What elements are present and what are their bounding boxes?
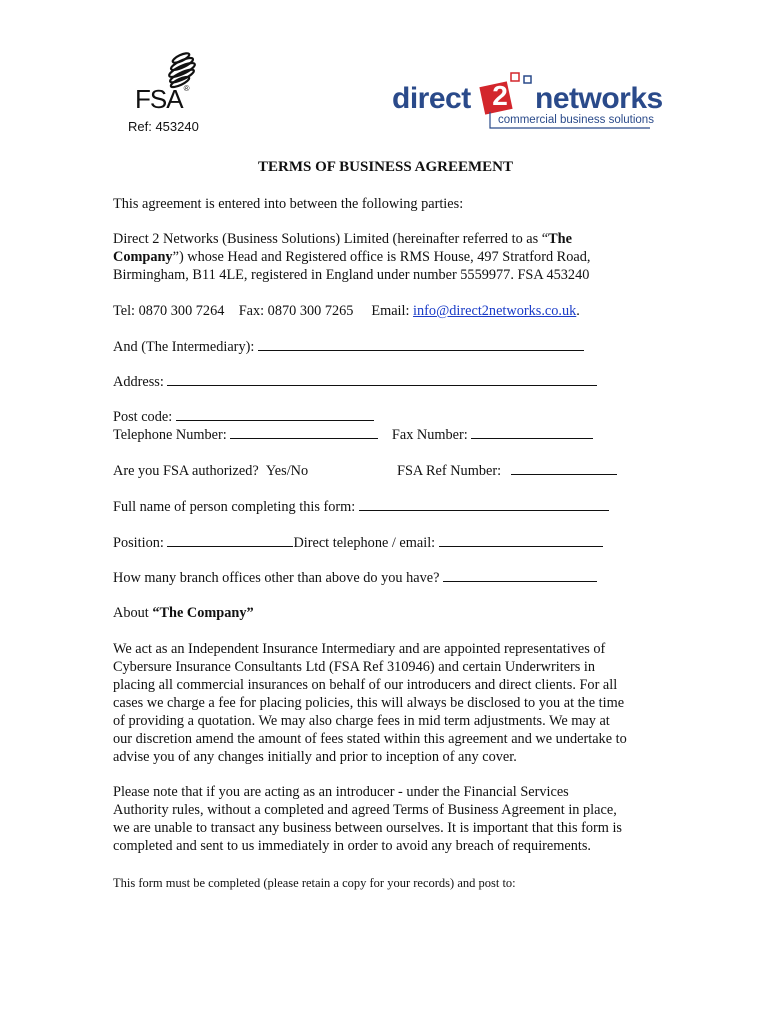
brand-word-right: networks xyxy=(535,82,663,115)
address-field[interactable] xyxy=(167,373,597,386)
telephone-text: Tel: 0870 300 7264 xyxy=(113,303,225,319)
postcode-row: Post code: xyxy=(113,408,658,426)
contact-line: Tel: 0870 300 7264 Fax: 0870 300 7265 Email: info@direct2networks.co.uk. xyxy=(113,303,580,319)
address-row: Address: xyxy=(113,373,658,391)
fsa-authorized-options[interactable]: Yes/No xyxy=(265,463,309,479)
intermediary-row: And (The Intermediary): xyxy=(113,338,658,356)
brand-tagline: commercial business solutions xyxy=(498,114,654,126)
about-paragraph-2: Please note that if you are acting as an introducer - under the Financial Services Authority rules, without a completed and agreed Terms of Business Agreement in place, we are unable to transact any business between ourselves. It is important that this form is completed and sent to us immediately in order to avoid any breach of requirements. xyxy=(113,784,622,854)
fullname-row: Full name of person completing this form: xyxy=(113,498,658,516)
about-paragraph-1: We act as an Independent Insurance Intermediary and are appointed representatives of Cybersure Insurance Consultants Ltd (FSA Ref 310946) and certain Underwriters in placing all commercial insurances on behalf of our introducers and direct clients. For all cases we charge a fee for placing policies, this will always be disclosed to you at the time of providing a quotation. We may also charge fees in mid term adjustments. We may at our discretion amend the amount of fees stated within this agreement and we undertake to advise you of any changes initially and prior to inception of any cover. xyxy=(113,641,627,765)
direct-contact-field[interactable] xyxy=(439,534,603,547)
closing-text: This form must be completed (please retain a copy for your records) and post to: xyxy=(113,876,516,890)
postcode-field[interactable] xyxy=(176,408,374,421)
document-title: TERMS OF BUSINESS AGREEMENT xyxy=(258,159,513,175)
intermediary-field[interactable] xyxy=(258,338,584,351)
reference-number: Ref: 453240 xyxy=(128,119,199,134)
fsa-ref-field[interactable] xyxy=(511,462,617,475)
telephone-row: Telephone Number: Fax Number: xyxy=(113,426,658,444)
fsa-logo-text: FSA® xyxy=(135,84,189,114)
position-field[interactable] xyxy=(167,534,293,547)
intro-text: This agreement is entered into between the following parties: xyxy=(113,196,464,212)
brand-squares-icon xyxy=(508,70,538,90)
email-link[interactable]: info@direct2networks.co.uk xyxy=(413,303,577,319)
position-row: Position: Direct telephone / email: xyxy=(113,534,658,552)
fax-text: Fax: 0870 300 7265 xyxy=(238,303,354,319)
branch-field[interactable] xyxy=(443,569,597,582)
branch-row: How many branch offices other than above do you have? xyxy=(113,569,658,587)
company-details: Direct 2 Networks (Business Solutions) Limited (hereinafter referred to as “The Company”) whose Head and Registered office is RMS House, 497 Stratford Road, Birmingham, B11 4LE, registered in England under number 5559977. FSA 453240 xyxy=(113,231,591,283)
brand-number: 2 xyxy=(492,80,508,111)
fax-field[interactable] xyxy=(471,426,593,439)
fullname-field[interactable] xyxy=(359,498,609,511)
fsa-authorized-row: Are you FSA authorized? Yes/No FSA Ref Number: xyxy=(113,462,658,480)
brand-word-left: direct xyxy=(392,82,471,115)
about-heading: About “The Company” xyxy=(113,605,254,621)
telephone-field[interactable] xyxy=(230,426,378,439)
